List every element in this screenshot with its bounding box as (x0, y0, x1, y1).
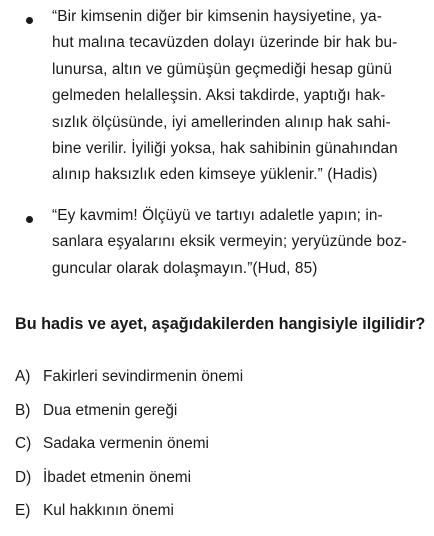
quote-line: bine verilir. İyiliği yoksa, hak sahibinin günahından (52, 140, 398, 158)
option-c[interactable] (15, 433, 243, 467)
quote-line: gelmeden helalleşsin. Aksi takdirde, yaptığı hak- (52, 87, 386, 105)
option-letter: C) (15, 435, 32, 452)
quote-item-verse (14, 203, 426, 282)
option-text: Kul hakkının önemi (43, 502, 174, 519)
option-d[interactable] (15, 467, 243, 501)
quote-line: lunursa, altın ve gümüşün geçmediği hesap günü (52, 60, 392, 78)
option-b[interactable] (15, 400, 243, 434)
question-text: Bu hadis ve ayet, aşağıdakilerden hangisiyle ilgilidir? (15, 315, 426, 333)
option-letter: D) (15, 468, 32, 486)
quote-line: “Ey kavmim! Ölçüyü ve tartıyı adaletle yapın; in- (52, 206, 383, 224)
option-text: Sadaka vermenin önemi (43, 435, 209, 452)
option-a[interactable] (15, 366, 243, 400)
quote-line: “Bir kimsenin diğer bir kimsenin haysiyetine, ya- (52, 8, 382, 25)
bullet-icon (26, 216, 33, 223)
option-letter: B) (15, 401, 31, 419)
hadith-quote (52, 4, 426, 189)
answer-options (15, 366, 243, 534)
option-e[interactable] (15, 500, 243, 534)
bullet-icon (26, 17, 33, 24)
quote-item-hadith (14, 4, 426, 189)
option-text: Fakirleri sevindirmenin önemi (43, 368, 244, 385)
quote-line: sızlık ölçüsünde, iyi amellerinden alınıp hak sahi- (52, 113, 391, 131)
option-text: İbadet etmenin önemi (43, 468, 192, 486)
option-text: Dua etmenin gereği (43, 401, 178, 419)
quote-line: sanlara eşyalarını eksik vermeyin; yeryüzünde boz- (52, 233, 407, 251)
quote-list (14, 4, 426, 282)
option-letter: E) (15, 502, 31, 519)
quote-line: alınıp haksızlık eden kimseye yüklenir.” (Hadis) (52, 166, 378, 184)
verse-quote (52, 203, 426, 282)
quote-line: guncular olarak dolaşmayın.”(Hud, 85) (52, 259, 318, 277)
option-letter: A) (15, 368, 31, 385)
quote-line: hut malına tecavüzden dolayı üzerinde bir hak bu- (52, 34, 398, 52)
